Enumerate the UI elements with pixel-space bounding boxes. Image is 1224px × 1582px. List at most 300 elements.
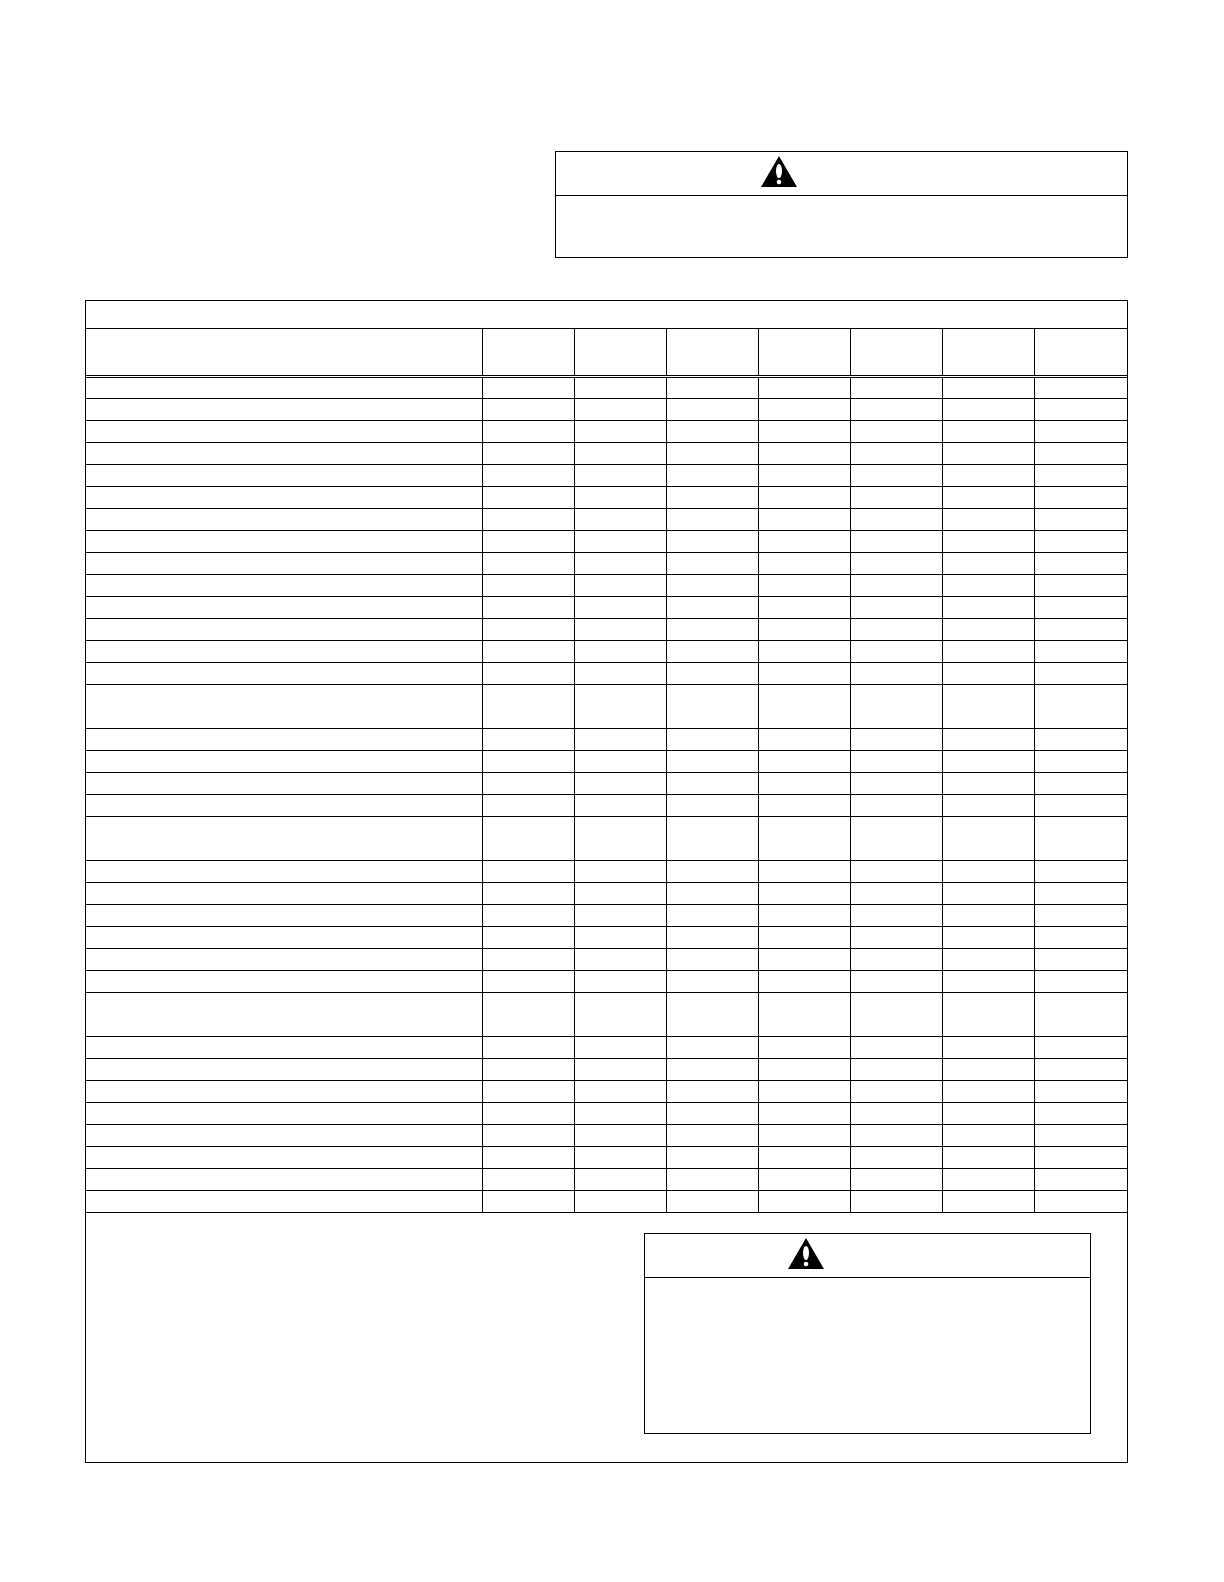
table-cell bbox=[851, 926, 943, 948]
table-cell bbox=[482, 1168, 574, 1190]
table-cell bbox=[943, 992, 1035, 1036]
table-cell bbox=[86, 882, 482, 904]
table-row bbox=[86, 1036, 1127, 1058]
table-cell bbox=[851, 464, 943, 486]
table-cell bbox=[574, 662, 666, 684]
table-row bbox=[86, 574, 1127, 596]
table-cell bbox=[759, 1168, 851, 1190]
table-cell bbox=[482, 530, 574, 552]
table-cell bbox=[86, 442, 482, 464]
table-cell bbox=[667, 618, 759, 640]
table-cell bbox=[943, 882, 1035, 904]
table-cell bbox=[1035, 442, 1127, 464]
table-body bbox=[86, 376, 1127, 1212]
table-cell bbox=[482, 552, 574, 574]
table-row bbox=[86, 860, 1127, 882]
table-row bbox=[86, 684, 1127, 728]
table-header-row bbox=[86, 329, 1127, 376]
table-cell bbox=[482, 1190, 574, 1212]
column-header bbox=[1035, 329, 1127, 376]
table-cell bbox=[667, 728, 759, 750]
table-cell bbox=[851, 1146, 943, 1168]
table-cell bbox=[482, 882, 574, 904]
column-header bbox=[86, 329, 482, 376]
table-cell bbox=[86, 860, 482, 882]
table-cell bbox=[574, 574, 666, 596]
table-cell bbox=[943, 750, 1035, 772]
table-cell bbox=[482, 684, 574, 728]
table-cell bbox=[482, 970, 574, 992]
table-cell bbox=[86, 508, 482, 530]
table-cell bbox=[1035, 970, 1127, 992]
table-cell bbox=[574, 442, 666, 464]
table-cell bbox=[759, 728, 851, 750]
table-cell bbox=[574, 618, 666, 640]
table-cell bbox=[943, 816, 1035, 860]
table-cell bbox=[574, 530, 666, 552]
table-cell bbox=[943, 530, 1035, 552]
table-cell bbox=[759, 1036, 851, 1058]
table-cell bbox=[759, 948, 851, 970]
table-cell bbox=[574, 794, 666, 816]
table-cell bbox=[482, 794, 574, 816]
table-cell bbox=[86, 486, 482, 508]
column-header bbox=[851, 329, 943, 376]
table-cell bbox=[759, 1080, 851, 1102]
table-cell bbox=[482, 728, 574, 750]
table-cell bbox=[1035, 376, 1127, 398]
table-row bbox=[86, 464, 1127, 486]
table-cell bbox=[1035, 772, 1127, 794]
table-cell bbox=[482, 1058, 574, 1080]
table-cell bbox=[851, 640, 943, 662]
table-cell bbox=[851, 508, 943, 530]
table-cell bbox=[759, 420, 851, 442]
table-cell bbox=[1035, 948, 1127, 970]
table-cell bbox=[851, 486, 943, 508]
table-cell bbox=[851, 442, 943, 464]
table-cell bbox=[574, 1102, 666, 1124]
warning-body bbox=[645, 1278, 1090, 1294]
table-cell bbox=[851, 772, 943, 794]
table-cell bbox=[759, 398, 851, 420]
table-cell bbox=[574, 1168, 666, 1190]
table-cell bbox=[574, 816, 666, 860]
table-cell bbox=[943, 1124, 1035, 1146]
table-cell bbox=[759, 1124, 851, 1146]
table-row bbox=[86, 1058, 1127, 1080]
table-cell bbox=[86, 376, 482, 398]
table-cell bbox=[759, 640, 851, 662]
table-cell bbox=[667, 1124, 759, 1146]
table-row bbox=[86, 530, 1127, 552]
table-cell bbox=[1035, 1058, 1127, 1080]
table-cell bbox=[943, 574, 1035, 596]
table-cell bbox=[482, 904, 574, 926]
table-cell bbox=[86, 618, 482, 640]
table-cell bbox=[759, 1190, 851, 1212]
table-cell bbox=[86, 992, 482, 1036]
table-row bbox=[86, 816, 1127, 860]
table-cell bbox=[851, 1102, 943, 1124]
table-cell bbox=[1035, 926, 1127, 948]
table-cell bbox=[1035, 1168, 1127, 1190]
table-cell bbox=[851, 948, 943, 970]
table-cell bbox=[943, 420, 1035, 442]
table-cell bbox=[86, 1058, 482, 1080]
warning-body bbox=[556, 196, 1127, 212]
table-cell bbox=[851, 376, 943, 398]
table-cell bbox=[759, 596, 851, 618]
table-cell bbox=[851, 816, 943, 860]
table-cell bbox=[943, 772, 1035, 794]
table-cell bbox=[759, 882, 851, 904]
table-cell bbox=[574, 420, 666, 442]
table-cell bbox=[86, 684, 482, 728]
table-row bbox=[86, 1190, 1127, 1212]
table-cell bbox=[943, 860, 1035, 882]
table-cell bbox=[86, 1168, 482, 1190]
table-cell bbox=[482, 420, 574, 442]
table-cell bbox=[574, 640, 666, 662]
table-cell bbox=[574, 508, 666, 530]
table-cell bbox=[574, 882, 666, 904]
column-header bbox=[943, 329, 1035, 376]
table-cell bbox=[667, 552, 759, 574]
table-cell bbox=[943, 970, 1035, 992]
table-cell bbox=[943, 1080, 1035, 1102]
table-cell bbox=[943, 728, 1035, 750]
table-row bbox=[86, 948, 1127, 970]
table-cell bbox=[667, 640, 759, 662]
table-cell bbox=[574, 992, 666, 1036]
table-row bbox=[86, 420, 1127, 442]
table-cell bbox=[943, 904, 1035, 926]
table-cell bbox=[759, 970, 851, 992]
table-cell bbox=[86, 970, 482, 992]
table-cell bbox=[1035, 1080, 1127, 1102]
table-row bbox=[86, 662, 1127, 684]
table-cell bbox=[1035, 1102, 1127, 1124]
table-cell bbox=[1035, 486, 1127, 508]
table-cell bbox=[482, 508, 574, 530]
table-cell bbox=[482, 1036, 574, 1058]
table-cell bbox=[943, 926, 1035, 948]
table-cell bbox=[1035, 618, 1127, 640]
table-cell bbox=[86, 794, 482, 816]
table-cell bbox=[943, 508, 1035, 530]
column-header bbox=[574, 329, 666, 376]
table-cell bbox=[667, 420, 759, 442]
table-cell bbox=[574, 728, 666, 750]
table-cell bbox=[667, 1190, 759, 1212]
table-cell bbox=[943, 662, 1035, 684]
table-cell bbox=[759, 508, 851, 530]
table-cell bbox=[482, 926, 574, 948]
table-row bbox=[86, 442, 1127, 464]
table-row bbox=[86, 1124, 1127, 1146]
table-cell bbox=[667, 904, 759, 926]
table-cell bbox=[851, 574, 943, 596]
table-cell bbox=[1035, 464, 1127, 486]
table-row bbox=[86, 970, 1127, 992]
table-row bbox=[86, 926, 1127, 948]
table-cell bbox=[482, 662, 574, 684]
table-cell bbox=[574, 1190, 666, 1212]
table-cell bbox=[667, 860, 759, 882]
table-cell bbox=[482, 772, 574, 794]
table-row bbox=[86, 486, 1127, 508]
table-cell bbox=[482, 618, 574, 640]
table-cell bbox=[943, 1190, 1035, 1212]
table-cell bbox=[759, 574, 851, 596]
table-cell bbox=[943, 398, 1035, 420]
table-cell bbox=[86, 574, 482, 596]
table-row bbox=[86, 794, 1127, 816]
table-caption bbox=[86, 301, 1127, 329]
table-cell bbox=[759, 926, 851, 948]
table-cell bbox=[86, 552, 482, 574]
table-cell bbox=[482, 640, 574, 662]
table-cell bbox=[482, 486, 574, 508]
table-cell bbox=[482, 1080, 574, 1102]
table-cell bbox=[482, 750, 574, 772]
table-cell bbox=[851, 662, 943, 684]
warning-triangle-icon bbox=[787, 1237, 825, 1275]
table-cell bbox=[1035, 508, 1127, 530]
table-cell bbox=[759, 376, 851, 398]
table-cell bbox=[851, 1124, 943, 1146]
table-cell bbox=[86, 816, 482, 860]
table-cell bbox=[574, 464, 666, 486]
table-cell bbox=[86, 904, 482, 926]
table-cell bbox=[86, 1190, 482, 1212]
table-cell bbox=[574, 860, 666, 882]
table-cell bbox=[667, 948, 759, 970]
table-cell bbox=[943, 596, 1035, 618]
table-cell bbox=[943, 1168, 1035, 1190]
table-cell bbox=[574, 684, 666, 728]
table-row bbox=[86, 772, 1127, 794]
table-cell bbox=[574, 398, 666, 420]
table-cell bbox=[1035, 860, 1127, 882]
table-cell bbox=[851, 860, 943, 882]
table-cell bbox=[574, 904, 666, 926]
spec-table bbox=[86, 329, 1127, 1213]
table-cell bbox=[759, 1058, 851, 1080]
table-row bbox=[86, 750, 1127, 772]
table-cell bbox=[1035, 596, 1127, 618]
table-cell bbox=[1035, 750, 1127, 772]
table-cell bbox=[759, 816, 851, 860]
table-cell bbox=[759, 1102, 851, 1124]
table-cell bbox=[851, 420, 943, 442]
warning-triangle-icon bbox=[760, 155, 798, 193]
table-cell bbox=[667, 772, 759, 794]
table-cell bbox=[667, 882, 759, 904]
table-cell bbox=[851, 992, 943, 1036]
table-cell bbox=[851, 596, 943, 618]
table-cell bbox=[574, 552, 666, 574]
table-cell bbox=[851, 1036, 943, 1058]
table-cell bbox=[759, 662, 851, 684]
table-cell bbox=[1035, 794, 1127, 816]
table-cell bbox=[86, 1080, 482, 1102]
table-cell bbox=[482, 464, 574, 486]
column-header bbox=[759, 329, 851, 376]
warning-header bbox=[645, 1234, 1090, 1278]
table-cell bbox=[86, 772, 482, 794]
top-warning-box bbox=[555, 151, 1128, 258]
table-row bbox=[86, 552, 1127, 574]
table-cell bbox=[851, 750, 943, 772]
table-cell bbox=[667, 530, 759, 552]
table-cell bbox=[667, 1058, 759, 1080]
table-cell bbox=[943, 1146, 1035, 1168]
table-cell bbox=[1035, 552, 1127, 574]
table-row bbox=[86, 882, 1127, 904]
warning-header bbox=[556, 152, 1127, 196]
table-cell bbox=[1035, 882, 1127, 904]
table-cell bbox=[574, 772, 666, 794]
table-cell bbox=[851, 1168, 943, 1190]
table-cell bbox=[759, 750, 851, 772]
table-row bbox=[86, 904, 1127, 926]
table-cell bbox=[86, 662, 482, 684]
table-cell bbox=[943, 552, 1035, 574]
table-cell bbox=[1035, 992, 1127, 1036]
table-cell bbox=[667, 442, 759, 464]
table-cell bbox=[86, 530, 482, 552]
table-cell bbox=[482, 1146, 574, 1168]
table-row bbox=[86, 1146, 1127, 1168]
table-cell bbox=[86, 1036, 482, 1058]
table-cell bbox=[1035, 1036, 1127, 1058]
table-cell bbox=[851, 398, 943, 420]
table-row bbox=[86, 640, 1127, 662]
table-row bbox=[86, 992, 1127, 1036]
table-cell bbox=[943, 684, 1035, 728]
table-cell bbox=[574, 1146, 666, 1168]
table-cell bbox=[943, 464, 1035, 486]
table-cell bbox=[759, 552, 851, 574]
spec-table-frame bbox=[85, 300, 1128, 1463]
table-cell bbox=[1035, 398, 1127, 420]
table-cell bbox=[851, 1080, 943, 1102]
table-cell bbox=[667, 684, 759, 728]
table-cell bbox=[1035, 904, 1127, 926]
table-cell bbox=[851, 728, 943, 750]
table-cell bbox=[574, 376, 666, 398]
table-cell bbox=[851, 970, 943, 992]
table-cell bbox=[667, 662, 759, 684]
table-cell bbox=[86, 948, 482, 970]
table-cell bbox=[1035, 1146, 1127, 1168]
table-cell bbox=[851, 552, 943, 574]
table-cell bbox=[851, 618, 943, 640]
table-cell bbox=[667, 574, 759, 596]
table-cell bbox=[851, 1058, 943, 1080]
table-cell bbox=[759, 530, 851, 552]
table-cell bbox=[574, 1036, 666, 1058]
table-cell bbox=[759, 772, 851, 794]
table-cell bbox=[943, 1036, 1035, 1058]
table-cell bbox=[667, 816, 759, 860]
table-cell bbox=[574, 486, 666, 508]
table-cell bbox=[667, 750, 759, 772]
table-row bbox=[86, 596, 1127, 618]
table-cell bbox=[851, 530, 943, 552]
table-cell bbox=[86, 420, 482, 442]
table-cell bbox=[86, 464, 482, 486]
table-cell bbox=[1035, 530, 1127, 552]
table-row bbox=[86, 398, 1127, 420]
column-header bbox=[482, 329, 574, 376]
table-cell bbox=[851, 882, 943, 904]
table-cell bbox=[482, 948, 574, 970]
table-cell bbox=[759, 860, 851, 882]
table-cell bbox=[574, 1058, 666, 1080]
table-cell bbox=[851, 684, 943, 728]
table-cell bbox=[667, 398, 759, 420]
table-cell bbox=[667, 1168, 759, 1190]
table-row bbox=[86, 1168, 1127, 1190]
table-cell bbox=[482, 860, 574, 882]
table-cell bbox=[86, 596, 482, 618]
table-cell bbox=[86, 640, 482, 662]
table-cell bbox=[667, 1080, 759, 1102]
table-cell bbox=[86, 1146, 482, 1168]
table-cell bbox=[943, 1102, 1035, 1124]
table-cell bbox=[574, 926, 666, 948]
table-cell bbox=[943, 486, 1035, 508]
table-cell bbox=[1035, 662, 1127, 684]
table-cell bbox=[86, 728, 482, 750]
table-cell bbox=[943, 376, 1035, 398]
table-cell bbox=[1035, 684, 1127, 728]
table-cell bbox=[482, 442, 574, 464]
table-cell bbox=[667, 794, 759, 816]
table-cell bbox=[482, 1124, 574, 1146]
table-cell bbox=[482, 1102, 574, 1124]
table-cell bbox=[943, 618, 1035, 640]
table-cell bbox=[86, 1102, 482, 1124]
bottom-warning-box bbox=[644, 1233, 1091, 1434]
table-cell bbox=[482, 596, 574, 618]
table-row bbox=[86, 1080, 1127, 1102]
table-row bbox=[86, 1102, 1127, 1124]
table-cell bbox=[759, 618, 851, 640]
table-cell bbox=[1035, 574, 1127, 596]
table-cell bbox=[851, 794, 943, 816]
table-cell bbox=[667, 1102, 759, 1124]
table-cell bbox=[482, 398, 574, 420]
table-cell bbox=[667, 376, 759, 398]
table-cell bbox=[667, 486, 759, 508]
table-cell bbox=[667, 596, 759, 618]
column-header bbox=[667, 329, 759, 376]
table-cell bbox=[574, 596, 666, 618]
table-cell bbox=[574, 1080, 666, 1102]
table-cell bbox=[574, 970, 666, 992]
table-cell bbox=[86, 1124, 482, 1146]
table-cell bbox=[759, 464, 851, 486]
table-cell bbox=[574, 1124, 666, 1146]
table-cell bbox=[1035, 1124, 1127, 1146]
table-cell bbox=[86, 750, 482, 772]
table-cell bbox=[667, 508, 759, 530]
table-cell bbox=[667, 464, 759, 486]
